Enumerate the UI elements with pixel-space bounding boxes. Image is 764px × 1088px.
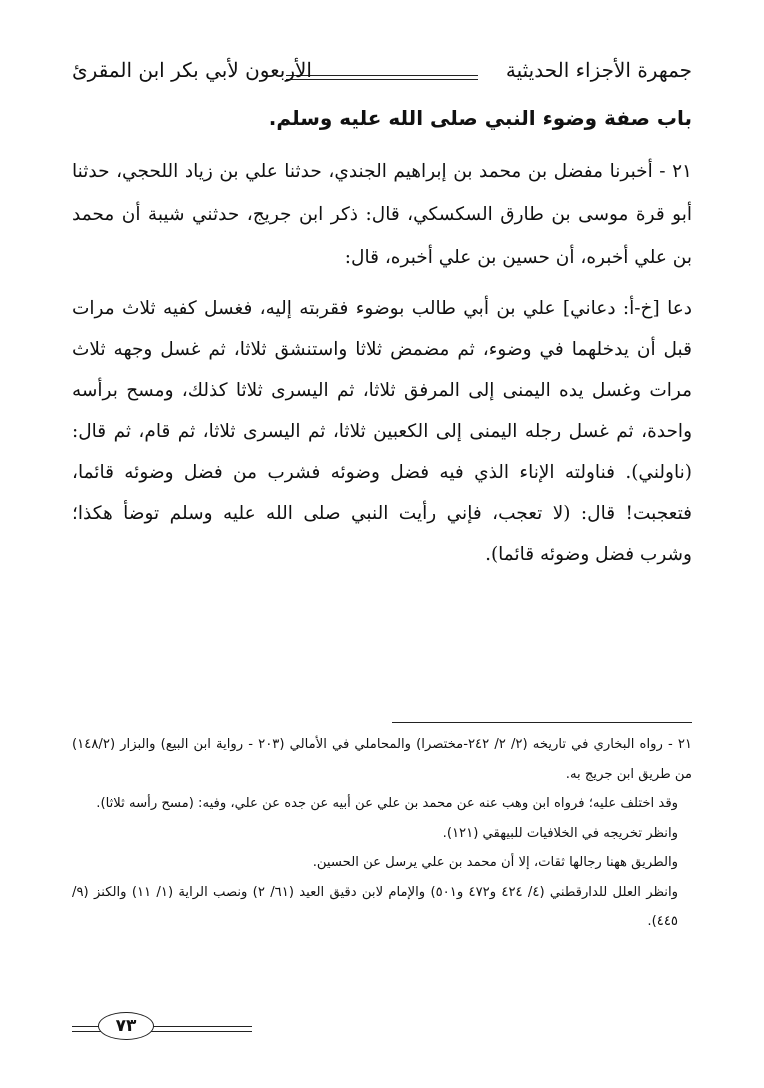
footnote-line: وانظر العلل للدارقطني (٤/ ٤٢٤ و٤٧٢ و٥٠١) والإمام لابن دقيق العيد (٦١/ ٢) ونصب الراية (١/ ١١) والكنز (٩/ ٤٤٥).: [72, 884, 679, 929]
footnote-line: وقد اختلف عليه؛ فرواه ابن وهب عنه عن محمد بن علي عن أبيه عن جده عن علي، وفيه: (مسح رأسه ثلاثا).: [96, 796, 678, 811]
footnote-separator: [392, 722, 692, 723]
hadith-isnad: ٢١ - أخبرنا مفضل بن محمد بن إبراهيم الجندي، حدثنا علي بن زياد اللحجي، حدثنا أبو قرة موسى بن طارق السكسكي، قال: ذكر ابن جريج، حدثني شيبة أن محمد بن علي أخبره، أن حسين بن علي أخبره، قال:: [72, 161, 692, 268]
header-rule: [286, 75, 478, 80]
book-title: الأربعون لأبي بكر ابن المقرئ: [72, 58, 312, 82]
chapter-heading: باب صفة وضوء النبي صلى الله عليه وسلم.: [268, 106, 692, 130]
series-title: جمهرة الأجزاء الحديثية: [505, 58, 692, 82]
running-header: [72, 58, 692, 92]
page-number: ٧٣: [98, 1012, 154, 1040]
footnotes: [72, 730, 692, 937]
hadith-matn: دعا [خ-أ: دعاني] علي بن أبي طالب بوضوء فقربته إليه، فغسل كفيه ثلاث مرات قبل أن يدخلهما في وضوء، ثم مضمض ثلاثا واستنشق ثلاثا، ثم غسل وجهه ثلاث مرات وغسل يده اليمنى إلى المرفق ثلاثا، ثم اليسرى ثلاثا كذلك، ومسح برأسه واحدة، ثم غسل رجله اليمنى إلى الكعبين ثلاثا، ثم اليسرى ثلاثا، ثم قام، ثم قال: (ناولني). فناولته الإناء الذي فيه فضل وضوئه فشرب من فضل وضوئه قائما، فتعجبت! قال: (لا تعجب، فإني رأيت النبي صلى الله عليه وسلم توضأ هكذا؛ وشرب فضل وضوئه قائما).: [72, 298, 692, 565]
footnote-line: ٢١ - رواه البخاري في تاريخه (٢/ ٢/ ٢٤٢-مختصرا) والمحاملي في الأمالي (٢٠٣ - رواية ابن البيع) والبزار (١٤٨/٢) من طريق ابن جريج به.: [72, 737, 692, 782]
footnote-line: وانظر تخريجه في الخلافيات للبيهقي (١٢١).: [442, 825, 678, 841]
footnote-line: والطريق ههنا رجالها ثقات، إلا أن محمد بن علي يرسل عن الحسين.: [312, 855, 678, 870]
